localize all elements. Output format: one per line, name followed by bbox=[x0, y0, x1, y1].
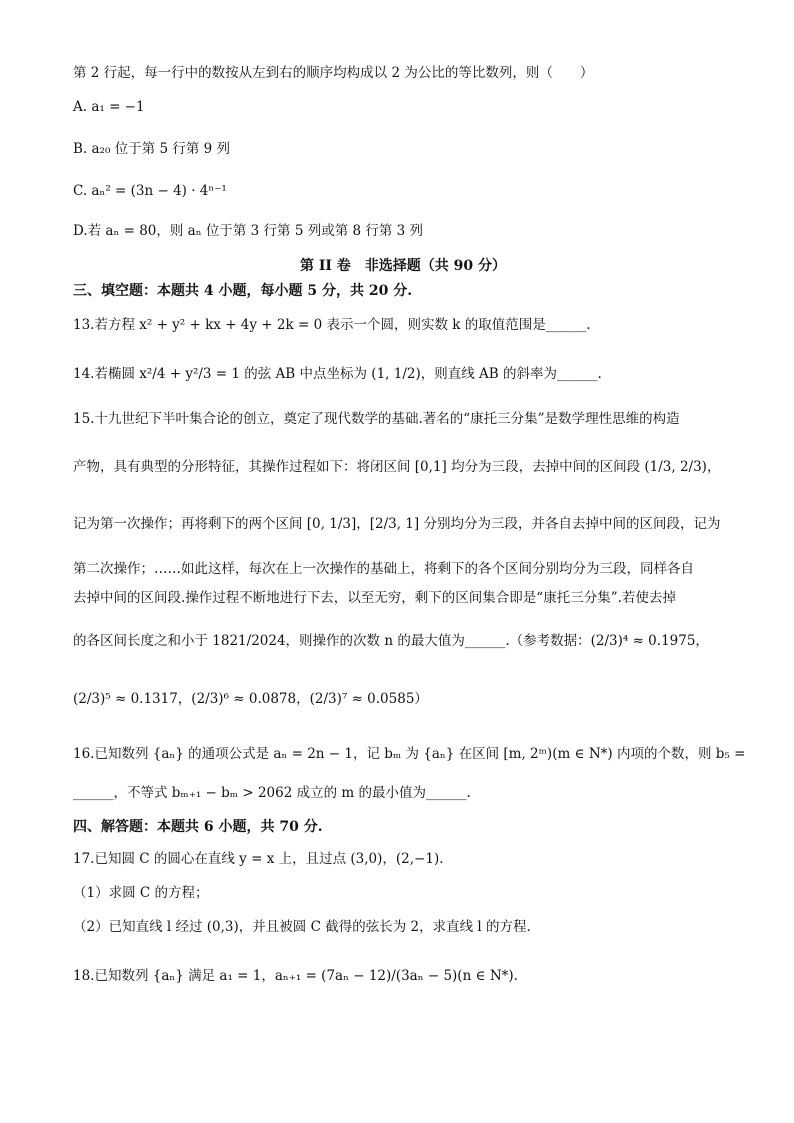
question-16-line-2: ______，不等式 bₘ₊₁ − bₘ > 2062 成立的 m 的最小值为______. bbox=[73, 785, 471, 801]
question-15-line-5: 去掉中间的区间段.操作过程不断地进行下去，以至无穷，剩下的区间集合即是“康托三分集”.若使去掉 bbox=[73, 590, 676, 606]
question-15-line-7: (2/3)⁵ ≈ 0.1317，(2/3)⁶ ≈ 0.0878，(2/3)⁷ ≈ 0.0585） bbox=[73, 691, 428, 707]
question-17-part-2: （2）已知直线 l 经过 (0,3)，并且被圆 C 截得的弦长为 2，求直线 l 的方程. bbox=[73, 919, 531, 935]
question-14: 14.若椭圆 x²/4 + y²/3 = 1 的弦 AB 中点坐标为 (1, 1/2)，则直线 AB 的斜率为______. bbox=[73, 366, 602, 382]
option-d: D.若 aₙ = 80，则 aₙ 位于第 3 行第 5 列或第 8 行第 3 列 bbox=[73, 223, 424, 239]
question-15-line-3: 记为第一次操作；再将剩下的两个区间 [0, 1/3]，[2/3, 1] 分别均分为三段，并各自去掉中间的区间段，记为 bbox=[73, 516, 721, 532]
section-3-heading: 三、填空题：本题共 4 小题，每小题 5 分，共 20 分. bbox=[73, 283, 413, 299]
option-c: C. aₙ² = (3n − 4) · 4ⁿ⁻¹ bbox=[73, 183, 227, 199]
question-15-line-2: 产物，具有典型的分形特征，其操作过程如下：将闭区间 [0,1] 均分为三段，去掉中间的区间段 (1/3, 2/3)， bbox=[73, 459, 721, 475]
question-17-part-1: （1）求圆 C 的方程； bbox=[73, 885, 209, 901]
question-12-continuation: 第 2 行起，每一行中的数按从左到右的顺序均构成以 2 为公比的等比数列，则（ ） bbox=[73, 65, 594, 81]
question-13: 13.若方程 x² + y² + kx + 4y + 2k = 0 表示一个圆，则实数 k 的取值范围是______. bbox=[73, 317, 591, 333]
question-17: 17.已知圆 C 的圆心在直线 y = x 上，且过点 (3,0)，(2,−1). bbox=[73, 851, 444, 867]
question-15-line-4: 第二次操作；……如此这样，每次在上一次操作的基础上，将剩下的各个区间分别均分为三段，同样各自 bbox=[73, 561, 694, 577]
question-16-line-1: 16.已知数列 {aₙ} 的通项公式是 aₙ = 2n − 1，记 bₘ 为 {aₙ} 在区间 [m, 2ᵐ)(m ∈ N*) 内项的个数，则 b₅ = bbox=[73, 746, 746, 762]
question-15-line-1: 15.十九世纪下半叶集合论的创立，奠定了现代数学的基础.著名的“康托三分集”是数学理性思维的构造 bbox=[73, 411, 680, 427]
question-18: 18.已知数列 {aₙ} 满足 a₁ = 1，aₙ₊₁ = (7aₙ − 12)/(3aₙ − 5)(n ∈ N*). bbox=[73, 968, 518, 984]
option-b: B. a₂₀ 位于第 5 行第 9 列 bbox=[73, 141, 231, 157]
option-a: A. a₁ = −1 bbox=[73, 99, 145, 115]
question-15-line-6: 的各区间长度之和小于 1821/2024，则操作的次数 n 的最大值为______.（参考数据：(2/3)⁴ ≈ 0.1975， bbox=[73, 633, 709, 649]
section-4-heading: 四、解答题：本题共 6 小题，共 70 分. bbox=[73, 819, 323, 835]
volume-ii-heading: 第 II 卷 非选择题（共 90 分） bbox=[299, 258, 507, 274]
